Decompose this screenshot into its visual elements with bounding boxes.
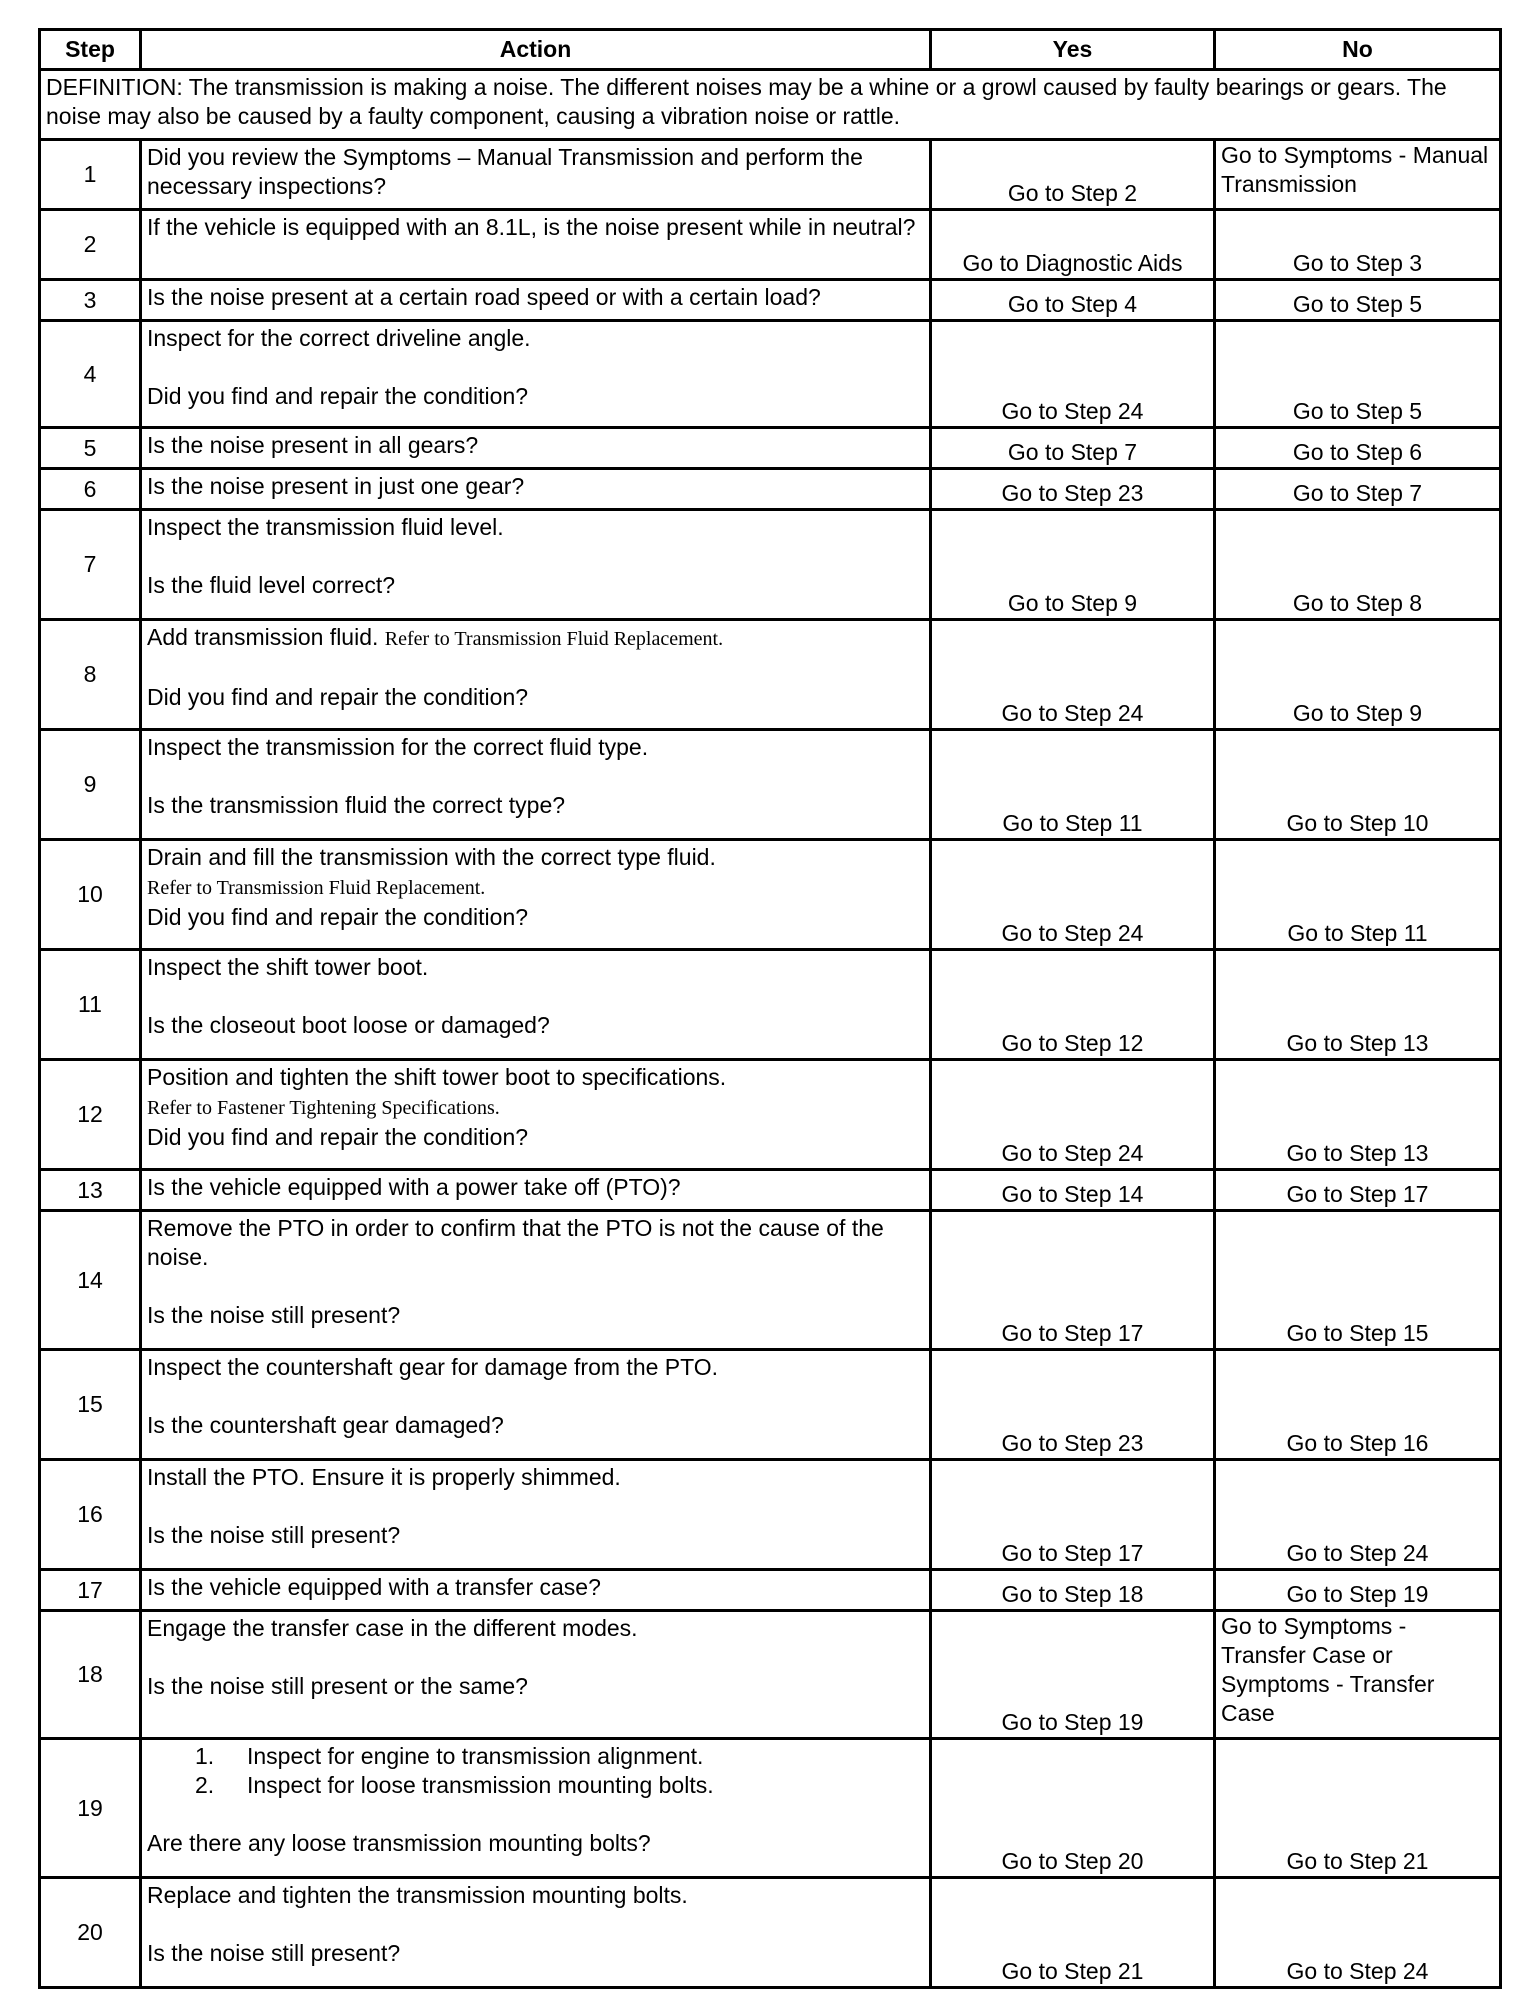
no-result: Go to Step 16 <box>1215 1350 1501 1460</box>
no-result: Go to Step 3 <box>1215 210 1501 280</box>
action-text: Is the noise present in all gears? <box>141 428 931 469</box>
action-instruction: Inspect the transmission for the correct fluid type. <box>147 734 649 760</box>
action-cell <box>141 1211 931 1350</box>
reference-text: Refer to Transmission Fluid Replacement. <box>147 877 486 899</box>
action-instruction: Inspect the transmission fluid level. <box>147 514 504 540</box>
definition-text: DEFINITION: The transmission is making a noise. The different noises may be a whine or a growl caused by faulty bearings or gears. The noise may also be caused by a faulty component, causing a vibration noise or rattle. <box>40 70 1501 140</box>
header-yes: Yes <box>931 30 1215 70</box>
action-instruction: Install the PTO. Ensure it is properly shimmed. <box>147 1464 621 1490</box>
action-question: Is the noise still present or the same? <box>147 1673 528 1699</box>
no-result: Go to Step 10 <box>1215 730 1501 840</box>
action-text: Is the noise present in just one gear? <box>141 469 931 510</box>
table-row <box>40 1611 1501 1739</box>
action-question: Did you find and repair the condition? <box>147 1124 529 1150</box>
table-row <box>40 1460 1501 1570</box>
action-text: If the vehicle is equipped with an 8.1L, is the noise present while in neutral? <box>141 210 931 280</box>
yes-result: Go to Step 2 <box>931 140 1215 210</box>
action-question: Are there any loose transmission mounting bolts? <box>147 1830 651 1856</box>
action-instruction: Position and tighten the shift tower boot to specifications. <box>147 1064 727 1090</box>
definition-row <box>40 70 1501 140</box>
no-result: Go to Step 11 <box>1215 840 1501 950</box>
table-row <box>40 321 1501 428</box>
no-result: Go to Step 13 <box>1215 1060 1501 1170</box>
step-number: 3 <box>40 280 141 321</box>
table-row <box>40 840 1501 950</box>
list-item: 1. Inspect for engine to transmission alignment. <box>195 1743 704 1769</box>
action-question: Is the closeout boot loose or damaged? <box>147 1012 550 1038</box>
step-number: 12 <box>40 1060 141 1170</box>
reference-text: Refer to Fastener Tightening Specifications. <box>147 1097 500 1119</box>
action-text: Is the vehicle equipped with a transfer case? <box>141 1570 931 1611</box>
no-result: Go to Symptoms - Transfer Case or Symptoms - Transfer Case <box>1215 1611 1501 1739</box>
table-row <box>40 1211 1501 1350</box>
step-number: 14 <box>40 1211 141 1350</box>
action-question: Did you find and repair the condition? <box>147 904 529 930</box>
table-row <box>40 1350 1501 1460</box>
action-cell <box>141 1350 931 1460</box>
action-cell <box>141 1460 931 1570</box>
action-question: Is the fluid level correct? <box>147 572 396 598</box>
header-action: Action <box>141 30 931 70</box>
diagnostic-table-page <box>38 28 1499 1989</box>
yes-result: Go to Step 7 <box>931 428 1215 469</box>
step-number: 15 <box>40 1350 141 1460</box>
header-row <box>40 30 1501 70</box>
table-row <box>40 280 1501 321</box>
yes-result: Go to Step 18 <box>931 1570 1215 1611</box>
table-row <box>40 730 1501 840</box>
no-result: Go to Step 6 <box>1215 428 1501 469</box>
list-item: 2. Inspect for loose transmission mounting bolts. <box>195 1772 714 1798</box>
step-number: 11 <box>40 950 141 1060</box>
no-result: Go to Step 19 <box>1215 1570 1501 1611</box>
action-question: Did you find and repair the condition? <box>147 684 529 710</box>
no-result: Go to Symptoms - Manual Transmission <box>1215 140 1501 210</box>
yes-result: Go to Step 17 <box>931 1460 1215 1570</box>
table-row <box>40 950 1501 1060</box>
action-question: Is the noise still present? <box>147 1940 401 1966</box>
step-number: 9 <box>40 730 141 840</box>
table-row <box>40 140 1501 210</box>
table-row <box>40 620 1501 730</box>
action-question: Is the noise still present? <box>147 1522 401 1548</box>
no-result: Go to Step 8 <box>1215 510 1501 620</box>
action-instruction: Drain and fill the transmission with the correct type fluid. <box>147 844 716 870</box>
action-text: Is the vehicle equipped with a power take off (PTO)? <box>141 1170 931 1211</box>
action-cell <box>141 1739 931 1878</box>
action-question: Is the countershaft gear damaged? <box>147 1412 504 1438</box>
table-row <box>40 510 1501 620</box>
step-number: 5 <box>40 428 141 469</box>
no-result: Go to Step 24 <box>1215 1460 1501 1570</box>
yes-result: Go to Step 23 <box>931 1350 1215 1460</box>
table-row <box>40 1878 1501 1988</box>
no-result: Go to Step 9 <box>1215 620 1501 730</box>
yes-result: Go to Step 23 <box>931 469 1215 510</box>
action-instruction: Engage the transfer case in the different modes. <box>147 1615 638 1641</box>
step-number: 17 <box>40 1570 141 1611</box>
table-row <box>40 1060 1501 1170</box>
header-no: No <box>1215 30 1501 70</box>
header-step: Step <box>40 30 141 70</box>
action-instruction: Add transmission fluid. <box>147 624 379 650</box>
no-result: Go to Step 17 <box>1215 1170 1501 1211</box>
table-row <box>40 210 1501 280</box>
yes-result: Go to Step 24 <box>931 321 1215 428</box>
reference-text: Refer to Transmission Fluid Replacement. <box>384 628 724 650</box>
yes-result: Go to Step 19 <box>931 1611 1215 1739</box>
yes-result: Go to Step 24 <box>931 840 1215 950</box>
action-cell <box>141 321 931 428</box>
step-number: 7 <box>40 510 141 620</box>
diagnostic-table <box>38 28 1502 1989</box>
action-question: Is the transmission fluid the correct type? <box>147 792 566 818</box>
step-number: 4 <box>40 321 141 428</box>
action-cell <box>141 1878 931 1988</box>
action-cell <box>141 1611 931 1739</box>
yes-result: Go to Diagnostic Aids <box>931 210 1215 280</box>
action-text: Did you review the Symptoms – Manual Transmission and perform the necessary inspections? <box>141 140 931 210</box>
step-number: 18 <box>40 1611 141 1739</box>
action-instruction: Remove the PTO in order to confirm that the PTO is not the cause of the noise. <box>147 1215 884 1270</box>
yes-result: Go to Step 11 <box>931 730 1215 840</box>
no-result: Go to Step 24 <box>1215 1878 1501 1988</box>
action-cell <box>141 1060 931 1170</box>
yes-result: Go to Step 4 <box>931 280 1215 321</box>
no-result: Go to Step 5 <box>1215 280 1501 321</box>
step-number: 19 <box>40 1739 141 1878</box>
step-number: 6 <box>40 469 141 510</box>
table-row <box>40 1739 1501 1878</box>
action-instruction: Inspect the shift tower boot. <box>147 954 429 980</box>
action-cell <box>141 620 931 730</box>
step-number: 2 <box>40 210 141 280</box>
step-number: 13 <box>40 1170 141 1211</box>
yes-result: Go to Step 17 <box>931 1211 1215 1350</box>
table-row <box>40 428 1501 469</box>
action-question: Is the noise still present? <box>147 1302 401 1328</box>
step-number: 1 <box>40 140 141 210</box>
yes-result: Go to Step 24 <box>931 620 1215 730</box>
action-instruction: Inspect the countershaft gear for damage from the PTO. <box>147 1354 719 1380</box>
yes-result: Go to Step 12 <box>931 950 1215 1060</box>
step-number: 10 <box>40 840 141 950</box>
action-cell <box>141 510 931 620</box>
yes-result: Go to Step 14 <box>931 1170 1215 1211</box>
action-cell <box>141 730 931 840</box>
yes-result: Go to Step 20 <box>931 1739 1215 1878</box>
table-row <box>40 469 1501 510</box>
yes-result: Go to Step 21 <box>931 1878 1215 1988</box>
no-result: Go to Step 15 <box>1215 1211 1501 1350</box>
step-number: 16 <box>40 1460 141 1570</box>
no-result: Go to Step 7 <box>1215 469 1501 510</box>
yes-result: Go to Step 9 <box>931 510 1215 620</box>
step-number: 8 <box>40 620 141 730</box>
action-instruction: Replace and tighten the transmission mounting bolts. <box>147 1882 688 1908</box>
table-row <box>40 1170 1501 1211</box>
action-cell <box>141 840 931 950</box>
yes-result: Go to Step 24 <box>931 1060 1215 1170</box>
step-number: 20 <box>40 1878 141 1988</box>
action-question: Did you find and repair the condition? <box>147 383 529 409</box>
no-result: Go to Step 5 <box>1215 321 1501 428</box>
action-text: Is the noise present at a certain road speed or with a certain load? <box>141 280 931 321</box>
action-instruction: Inspect for the correct driveline angle. <box>147 325 531 351</box>
no-result: Go to Step 21 <box>1215 1739 1501 1878</box>
no-result: Go to Step 13 <box>1215 950 1501 1060</box>
action-cell <box>141 950 931 1060</box>
table-row <box>40 1570 1501 1611</box>
